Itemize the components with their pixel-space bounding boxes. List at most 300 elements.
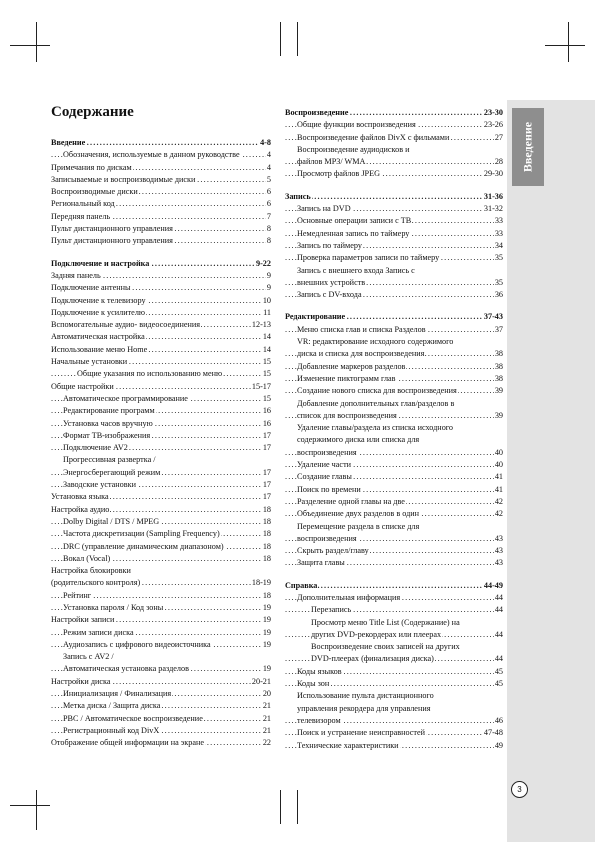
toc-entry bbox=[51, 331, 271, 343]
toc-entry bbox=[51, 393, 271, 405]
toc-entry bbox=[51, 235, 271, 247]
toc-entry-title: Пульт дистанционного управления bbox=[51, 236, 173, 246]
toc-entry-title: содержимого диска или списка для bbox=[297, 435, 420, 445]
toc-entry bbox=[285, 398, 503, 410]
toc-entry bbox=[51, 319, 271, 331]
toc-entry-title: Вокал (Vocal) bbox=[63, 553, 111, 563]
toc-entry bbox=[285, 422, 503, 434]
toc-entry-title: Редактирование bbox=[285, 312, 346, 322]
page-number: 3 bbox=[511, 781, 528, 798]
toc-entry bbox=[51, 516, 271, 528]
toc-entry bbox=[285, 215, 503, 227]
toc-entry-page: 17 bbox=[262, 442, 271, 454]
toc-entry-title: Воспроизведение своих записей на других bbox=[311, 642, 460, 652]
toc-entry-title: DRC (управление динамическим диапазоном) bbox=[63, 541, 224, 551]
toc-entry-title: Запись с внешнего входа Запись с bbox=[297, 265, 415, 275]
toc-entry bbox=[285, 119, 503, 131]
toc-entry-page: 19 bbox=[262, 627, 271, 639]
toc-entry-title: Энергосберегающий режим bbox=[63, 467, 161, 477]
toc-entry bbox=[51, 725, 271, 737]
section-tab bbox=[512, 108, 544, 186]
toc-entry bbox=[285, 265, 503, 277]
toc-entry-page: 46 bbox=[494, 715, 503, 727]
toc-entry-title: Инициализация / Финализация bbox=[63, 689, 172, 699]
toc-entry bbox=[51, 356, 271, 368]
toc-entry-title: Настройка блокировки bbox=[51, 566, 131, 576]
toc-entry bbox=[51, 368, 271, 380]
toc-entry bbox=[51, 627, 271, 639]
toc-entry-title: Рейтинг bbox=[63, 590, 92, 600]
toc-entry bbox=[51, 211, 271, 223]
toc-entry-page: 16 bbox=[262, 418, 271, 430]
toc-entry bbox=[285, 703, 503, 715]
toc-entry-title: PBC / Автоматическое воспроизведение bbox=[63, 713, 203, 723]
toc-entry-page: 36 bbox=[494, 289, 503, 301]
toc-entry bbox=[285, 410, 503, 422]
toc-entry-title: Поиск и устранение неисправностей bbox=[297, 728, 425, 738]
toc-entry-page: 19 bbox=[262, 663, 271, 675]
toc-entry bbox=[51, 688, 271, 700]
toc-entry bbox=[51, 442, 271, 454]
toc-entry bbox=[51, 430, 271, 442]
toc-entry-page: 43 bbox=[494, 533, 503, 545]
toc-entry-title: Создание главы bbox=[297, 472, 352, 482]
toc-column-left bbox=[51, 137, 271, 750]
toc-entry-page: 33 bbox=[494, 228, 503, 240]
toc-entry-title: Скрыть раздел/главу bbox=[297, 546, 369, 556]
toc-entry-title: Отображение общей информации на экране bbox=[51, 738, 205, 748]
toc-entry bbox=[285, 228, 503, 240]
toc-entry-page: 23-30 bbox=[483, 107, 503, 119]
toc-entry bbox=[51, 198, 271, 210]
toc-entry-title: Режим записи диска bbox=[63, 627, 134, 637]
crop-mark bbox=[36, 22, 37, 62]
toc-entry-title: Установка языка bbox=[51, 492, 109, 502]
toc-entry-page: 6 bbox=[266, 186, 271, 198]
toc-entry-title: Добавление дополнительных глав/разделов в bbox=[297, 398, 455, 408]
toc-entry-page: 15-17 bbox=[251, 381, 271, 393]
toc-entry bbox=[285, 690, 503, 702]
toc-entry-title: Воспроизведение аудиодисков и bbox=[297, 144, 410, 154]
toc-entry-title: Подключение антенны bbox=[51, 283, 131, 293]
toc-entry-page: 12-13 bbox=[251, 319, 271, 331]
toc-entry-title: Воспроизведение файлов DivX с фильмами bbox=[297, 132, 450, 142]
toc-entry-title: Добавление маркеров разделов bbox=[297, 361, 406, 371]
toc-entry bbox=[285, 459, 503, 471]
toc-entry bbox=[285, 385, 503, 397]
toc-entry-title: Справка bbox=[285, 580, 318, 590]
toc-entry-title: список для воспроизведения bbox=[297, 410, 397, 420]
toc-entry-page: 38 bbox=[494, 373, 503, 385]
toc-section-heading bbox=[285, 191, 503, 203]
toc-entry-page: 17 bbox=[262, 430, 271, 442]
toc-entry-title: Частота дискретизации (Sampling Frequency) bbox=[63, 529, 220, 539]
toc-entry bbox=[285, 508, 503, 520]
toc-entry bbox=[285, 484, 503, 496]
toc-entry bbox=[51, 162, 271, 174]
toc-entry bbox=[285, 132, 503, 144]
toc-entry-title: Вспомогательные аудио- видеосоединения bbox=[51, 320, 201, 330]
toc-entry-page: 43 bbox=[494, 545, 503, 557]
toc-entry-page: 19 bbox=[262, 639, 271, 651]
toc-entry bbox=[51, 700, 271, 712]
toc-entry-title: Записываемые и воспроизводимые диски bbox=[51, 174, 196, 184]
toc-entry-page: 14 bbox=[262, 331, 271, 343]
toc-entry-title: Запись на DVD bbox=[297, 204, 351, 214]
toc-entry-title: Перемещение раздела в списке для bbox=[297, 521, 420, 531]
toc-entry-title: Дополнительная информация bbox=[297, 592, 401, 602]
toc-entry bbox=[51, 541, 271, 553]
toc-entry-title: Региональный код bbox=[51, 199, 115, 209]
toc-entry bbox=[51, 270, 271, 282]
toc-entry bbox=[51, 676, 271, 688]
toc-entry bbox=[285, 447, 503, 459]
toc-entry-page: 19 bbox=[262, 614, 271, 626]
toc-entry bbox=[285, 289, 503, 301]
toc-entry-title: управления рекордера для управления bbox=[297, 703, 431, 713]
toc-entry-page: 14 bbox=[262, 344, 271, 356]
toc-entry-page: 18 bbox=[262, 541, 271, 553]
toc-entry-title: Запись по таймеру bbox=[297, 240, 362, 250]
toc-entry-title: Запись с DV-входа bbox=[297, 290, 362, 300]
toc-entry-title: Начальные установки bbox=[51, 357, 128, 367]
toc-entry-page: 37-43 bbox=[483, 311, 503, 323]
toc-entry bbox=[285, 324, 503, 336]
toc-entry-page: 35 bbox=[494, 277, 503, 289]
toc-entry bbox=[51, 174, 271, 186]
toc-entry-page: 31-32 bbox=[483, 203, 503, 215]
toc-entry-title: Установка часов вручную bbox=[63, 418, 153, 428]
toc-entry bbox=[285, 557, 503, 569]
toc-entry-title: Запись с AV2 / bbox=[63, 652, 114, 662]
side-panel bbox=[507, 100, 595, 842]
toc-section-heading bbox=[285, 311, 503, 323]
toc-entry-title: Перезапись bbox=[311, 605, 352, 615]
toc-entry-page: 18 bbox=[262, 553, 271, 565]
toc-entry-title: Автоматическая установка разделов bbox=[63, 664, 189, 674]
toc-entry bbox=[51, 491, 271, 503]
toc-entry-title: Регистрационный код DivX bbox=[63, 725, 160, 735]
toc-entry-title: Настройки диска bbox=[51, 676, 111, 686]
toc-entry-title: Подключение к усилителю bbox=[51, 307, 146, 317]
toc-entry bbox=[285, 545, 503, 557]
toc-entry-title: файлов MP3/ WMA bbox=[297, 157, 366, 167]
toc-entry bbox=[285, 592, 503, 604]
toc-entry bbox=[285, 434, 503, 446]
toc-entry-title: (родительского контроля) bbox=[51, 578, 141, 588]
toc-entry-title: Автоматическое программирование bbox=[63, 393, 188, 403]
toc-entry-page: 21 bbox=[262, 713, 271, 725]
toc-entry-page: 20 bbox=[262, 688, 271, 700]
toc-entry bbox=[285, 641, 503, 653]
toc-entry-page: 15 bbox=[262, 356, 271, 368]
toc-entry bbox=[285, 653, 503, 665]
toc-entry-page: 42 bbox=[494, 496, 503, 508]
section-spacer bbox=[285, 301, 503, 311]
toc-entry-page: 44 bbox=[494, 653, 503, 665]
toc-entry-title: диска и списка для воспроизведения bbox=[297, 349, 425, 359]
toc-entry bbox=[285, 666, 503, 678]
toc-entry-page: 38 bbox=[494, 361, 503, 373]
toc-entry-page: 17 bbox=[262, 467, 271, 479]
toc-entry-page: 39 bbox=[494, 410, 503, 422]
toc-entry-page: 6 bbox=[266, 198, 271, 210]
toc-entry-page: 11 bbox=[262, 307, 271, 319]
toc-entry-title: Метка диска / Защита диска bbox=[63, 701, 161, 711]
toc-entry bbox=[51, 186, 271, 198]
toc-entry bbox=[51, 639, 271, 651]
toc-entry bbox=[285, 277, 503, 289]
toc-entry-page: 10 bbox=[262, 295, 271, 307]
toc-entry-title: Настройка аудио bbox=[51, 504, 110, 514]
toc-entry-title: телевизором bbox=[297, 715, 341, 725]
toc-entry-page: 29-30 bbox=[483, 168, 503, 180]
toc-entry-page: 35 bbox=[494, 252, 503, 264]
toc-entry bbox=[285, 252, 503, 264]
toc-entry-title: Удаление главы/раздела из списка исходного bbox=[297, 423, 454, 433]
toc-entry-page: 18 bbox=[262, 504, 271, 516]
toc-entry bbox=[51, 418, 271, 430]
toc-entry-page: 28 bbox=[494, 156, 503, 168]
crop-mark bbox=[280, 22, 281, 56]
toc-entry bbox=[51, 553, 271, 565]
toc-entry bbox=[285, 629, 503, 641]
toc-entry-title: Аудиозапись с цифрового видеоисточника bbox=[63, 639, 211, 649]
toc-entry-title: Обозначения, используемые в данном руководстве bbox=[63, 150, 240, 160]
toc-entry-title: Коды зон bbox=[297, 679, 330, 689]
toc-entry-page: 47-48 bbox=[483, 727, 503, 739]
toc-entry-title: воспроизведения bbox=[297, 447, 357, 457]
toc-entry bbox=[51, 602, 271, 614]
toc-entry-page: 18 bbox=[262, 516, 271, 528]
toc-entry-page: 42 bbox=[494, 508, 503, 520]
toc-entry bbox=[285, 533, 503, 545]
toc-entry bbox=[51, 528, 271, 540]
toc-entry-title: Подключение AV2 bbox=[63, 443, 128, 453]
toc-entry-page: 17 bbox=[262, 491, 271, 503]
toc-section-heading bbox=[285, 580, 503, 592]
toc-entry-page: 44 bbox=[494, 592, 503, 604]
toc-entry-title: Разделение одной главы на две bbox=[297, 496, 405, 506]
toc-entry bbox=[285, 168, 503, 180]
toc-entry bbox=[285, 471, 503, 483]
toc-entry-title: Поиск по времени bbox=[297, 484, 361, 494]
crop-mark bbox=[10, 45, 50, 46]
toc-entry bbox=[285, 361, 503, 373]
toc-entry bbox=[51, 651, 271, 663]
toc-entry-page: 40 bbox=[494, 459, 503, 471]
toc-entry-page: 49 bbox=[494, 740, 503, 752]
toc-entry-title: Формат ТВ-изображения bbox=[63, 430, 151, 440]
toc-entry-page: 39 bbox=[494, 385, 503, 397]
toc-entry-page: 15 bbox=[262, 368, 271, 380]
toc-entry-page: 17 bbox=[262, 479, 271, 491]
toc-entry bbox=[51, 307, 271, 319]
toc-entry-title: других DVD-рекордерах или плеерах bbox=[311, 629, 442, 639]
toc-entry bbox=[285, 496, 503, 508]
toc-entry-page: 4-8 bbox=[259, 137, 271, 149]
toc-entry-title: внешних устройств bbox=[297, 277, 366, 287]
toc-entry-page: 9-22 bbox=[255, 258, 271, 270]
toc-entry bbox=[51, 479, 271, 491]
toc-entry-title: Подключение к телевизору bbox=[51, 295, 146, 305]
toc-entry bbox=[51, 381, 271, 393]
toc-entry-title: Общие указания по использованию меню bbox=[77, 369, 223, 379]
toc-entry-title: Передняя панель bbox=[51, 211, 111, 221]
toc-entry-page: 37 bbox=[494, 324, 503, 336]
toc-entry-page: 44 bbox=[494, 629, 503, 641]
toc-entry-page: 44-49 bbox=[483, 580, 503, 592]
toc-entry bbox=[51, 467, 271, 479]
section-spacer bbox=[285, 570, 503, 580]
toc-entry bbox=[285, 348, 503, 360]
toc-entry-title: Немедленная запись по таймеру bbox=[297, 228, 410, 238]
toc-entry-title: Редактирование программ bbox=[63, 406, 155, 416]
toc-entry-title: Настройки записи bbox=[51, 615, 115, 625]
toc-entry bbox=[285, 144, 503, 156]
toc-entry-title: Коды языков bbox=[297, 666, 342, 676]
toc-column-right bbox=[285, 107, 503, 752]
crop-mark bbox=[280, 790, 281, 824]
toc-entry-page: 7 bbox=[266, 211, 271, 223]
toc-entry-title: Изменение пиктограмм глав bbox=[297, 373, 396, 383]
toc-entry-page: 38 bbox=[494, 348, 503, 360]
toc-entry-title: Заводские установки bbox=[63, 480, 136, 490]
toc-section-heading bbox=[51, 258, 271, 270]
section-spacer bbox=[285, 181, 503, 191]
toc-entry bbox=[51, 295, 271, 307]
toc-entry bbox=[51, 565, 271, 577]
toc-entry bbox=[51, 504, 271, 516]
toc-entry bbox=[51, 344, 271, 356]
toc-entry bbox=[285, 617, 503, 629]
section-spacer bbox=[51, 248, 271, 258]
toc-entry bbox=[51, 577, 271, 589]
toc-entry-title: Объединение двух разделов в один bbox=[297, 509, 420, 519]
toc-entry-title: Воспроизведение bbox=[285, 108, 349, 117]
toc-entry-page: 9 bbox=[266, 270, 271, 282]
toc-entry-title: VR: редактирование исходного содержимого bbox=[297, 337, 454, 347]
toc-entry-title: Установка пароля / Код зоны bbox=[63, 602, 164, 612]
toc-entry bbox=[51, 590, 271, 602]
toc-section-heading bbox=[51, 137, 271, 149]
toc-entry-title: Подключение и настройка bbox=[51, 258, 150, 268]
toc-entry bbox=[285, 715, 503, 727]
crop-mark bbox=[297, 22, 298, 56]
toc-entry bbox=[285, 604, 503, 616]
section-tab-label: Введение bbox=[520, 121, 535, 173]
toc-entry-page: 27 bbox=[494, 132, 503, 144]
toc-entry-page: 5 bbox=[266, 174, 271, 186]
toc-entry-page: 21 bbox=[262, 725, 271, 737]
toc-entry-title: Задняя панель bbox=[51, 270, 101, 280]
crop-mark bbox=[297, 790, 298, 824]
toc-entry bbox=[285, 727, 503, 739]
toc-entry-page: 31-36 bbox=[483, 191, 503, 203]
toc-entry-title: Просмотр файлов JPEG bbox=[297, 169, 380, 179]
toc-entry bbox=[285, 156, 503, 168]
toc-entry bbox=[51, 454, 271, 466]
toc-entry-title: воспроизведения bbox=[297, 533, 357, 543]
toc-entry-page: 4 bbox=[266, 162, 271, 174]
toc-entry-page: 4 bbox=[266, 149, 271, 161]
toc-entry-page: 44 bbox=[494, 604, 503, 616]
toc-entry-page: 41 bbox=[494, 484, 503, 496]
crop-mark bbox=[568, 22, 569, 62]
toc-entry bbox=[51, 282, 271, 294]
toc-entry-page: 19 bbox=[262, 602, 271, 614]
toc-entry-title: Воспроизводимые диски bbox=[51, 187, 138, 197]
toc-entry-page: 15 bbox=[262, 393, 271, 405]
crop-mark bbox=[10, 805, 50, 806]
toc-entry-page: 34 bbox=[494, 240, 503, 252]
toc-entry-page: 9 bbox=[266, 282, 271, 294]
toc-entry bbox=[285, 678, 503, 690]
toc-entry-page: 41 bbox=[494, 471, 503, 483]
toc-entry-title: Проверка параметров записи по таймеру bbox=[297, 253, 440, 263]
toc-entry-page: 8 bbox=[266, 235, 271, 247]
toc-entry-title: Автоматическая настройка bbox=[51, 332, 145, 342]
toc-entry-title: Введение bbox=[51, 138, 86, 147]
toc-entry-page: 18 bbox=[262, 590, 271, 602]
toc-entry bbox=[285, 336, 503, 348]
toc-entry bbox=[51, 713, 271, 725]
toc-entry bbox=[51, 405, 271, 417]
toc-entry-title: Примечания по дискам bbox=[51, 162, 132, 172]
toc-section-heading bbox=[285, 107, 503, 119]
toc-entry-page: 45 bbox=[494, 666, 503, 678]
toc-entry-title: Создание нового списка для воспроизведения bbox=[297, 386, 457, 396]
toc-entry-title: Общие функции воспроизведения bbox=[297, 120, 416, 130]
toc-entry-title: Запись bbox=[285, 191, 311, 201]
toc-entry-title: Основные операции записи с ТВ bbox=[297, 216, 412, 226]
toc-entry bbox=[51, 149, 271, 161]
crop-mark bbox=[36, 790, 37, 830]
toc-entry-title: Просмотр меню Title List (Содержание) на bbox=[311, 617, 460, 627]
toc-entry bbox=[51, 663, 271, 675]
toc-entry-page: 22 bbox=[262, 737, 271, 749]
toc-entry-page: 18-19 bbox=[251, 577, 271, 589]
toc-entry-title: DVD-плеерах (финализация диска) bbox=[311, 654, 434, 664]
toc-entry bbox=[285, 240, 503, 252]
toc-entry bbox=[285, 373, 503, 385]
toc-entry-page: 18 bbox=[262, 528, 271, 540]
toc-entry-title: Dolby Digital / DTS / MPEG bbox=[63, 516, 160, 526]
toc-entry-title: Использование пульта дистанционного bbox=[297, 691, 434, 701]
crop-mark bbox=[545, 45, 585, 46]
toc-entry bbox=[51, 737, 271, 749]
toc-entry-page: 16 bbox=[262, 405, 271, 417]
toc-entry bbox=[51, 223, 271, 235]
toc-entry-page: 45 bbox=[494, 678, 503, 690]
toc-entry-page: 43 bbox=[494, 557, 503, 569]
toc-entry bbox=[285, 521, 503, 533]
toc-entry-page: 40 bbox=[494, 447, 503, 459]
toc-entry-title: Защита главы bbox=[297, 558, 345, 568]
toc-entry bbox=[285, 740, 503, 752]
toc-entry-title: Использование меню Home bbox=[51, 344, 148, 354]
toc-entry-title: Прогрессивная развертка / bbox=[63, 455, 156, 465]
toc-entry-page: 23-26 bbox=[483, 119, 503, 131]
toc-entry-title: Меню списка глав и списка Разделов bbox=[297, 324, 426, 334]
toc-entry-title: Общие настройки bbox=[51, 381, 114, 391]
toc-entry-title: Технические характеристики bbox=[297, 740, 399, 750]
toc-entry-page: 33 bbox=[494, 215, 503, 227]
toc-entry-title: Пульт дистанционного управления bbox=[51, 224, 173, 234]
toc-entry-page: 20-21 bbox=[251, 676, 271, 688]
page-title: Содержание bbox=[51, 104, 134, 120]
toc-entry-page: 8 bbox=[266, 223, 271, 235]
